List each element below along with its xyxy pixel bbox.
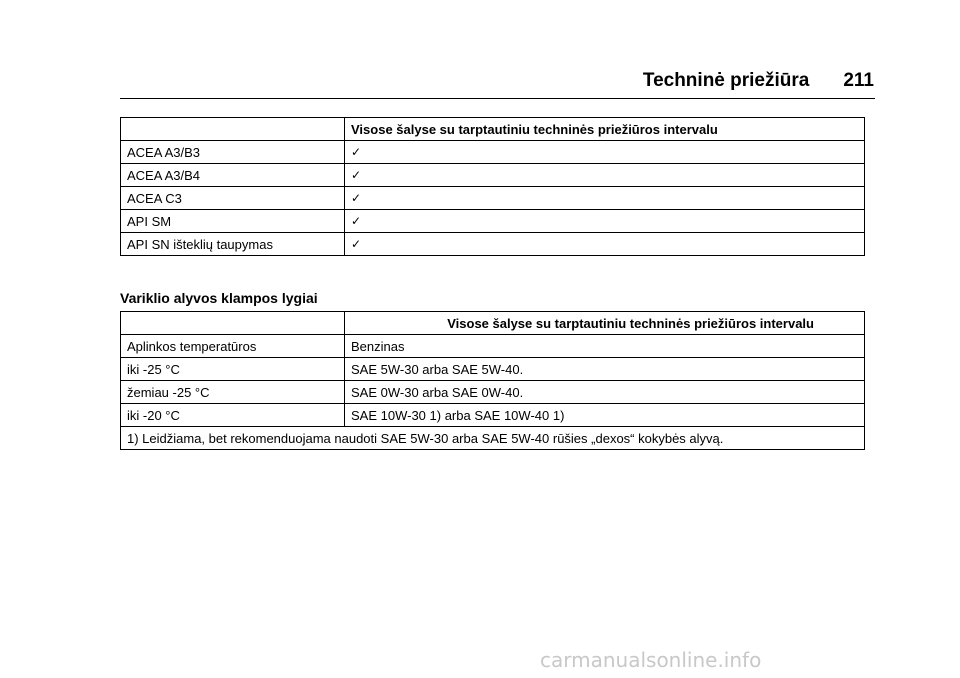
table-row [121, 164, 865, 187]
header-divider [120, 98, 875, 99]
table-row [121, 404, 865, 427]
viscosity-value: SAE 0W-30 arba SAE 0W-40. [345, 381, 865, 404]
table-header-row [121, 118, 865, 141]
temperature-label: iki -20 °C [121, 404, 345, 427]
watermark: carmanualsonline.info [540, 648, 762, 672]
empty-header-cell [121, 312, 345, 335]
check-icon: ✓ [345, 210, 865, 233]
table-row [121, 187, 865, 210]
section-heading: Variklio alyvos klampos lygiai [120, 290, 318, 306]
check-icon: ✓ [345, 141, 865, 164]
viscosity-table [120, 311, 865, 450]
viscosity-value: SAE 5W-30 arba SAE 5W-40. [345, 358, 865, 381]
empty-header-cell [121, 118, 345, 141]
viscosity-value: SAE 10W-30 1) arba SAE 10W-40 1) [345, 404, 865, 427]
subheader-label: Aplinkos temperatūros [121, 335, 345, 358]
footnote: 1) Leidžiama, bet rekomenduojama naudoti SAE 5W-30 arba SAE 5W-40 rūšies „dexos“ kokybės alyvą. [121, 427, 865, 450]
footnote-row [121, 427, 865, 450]
column-header: Visose šalyse su tarptautiniu techninės priežiūros intervalu [345, 312, 865, 335]
spec-label: ACEA C3 [121, 187, 345, 210]
spec-label: ACEA A3/B3 [121, 141, 345, 164]
page-header [0, 70, 874, 92]
table-row [121, 141, 865, 164]
spec-label: API SN išteklių taupymas [121, 233, 345, 256]
check-icon: ✓ [345, 187, 865, 210]
temperature-label: žemiau -25 °C [121, 381, 345, 404]
table-subheader-row [121, 335, 865, 358]
check-icon: ✓ [345, 164, 865, 187]
subheader-value: Benzinas [345, 335, 865, 358]
check-icon: ✓ [345, 233, 865, 256]
spec-label: API SM [121, 210, 345, 233]
table-row [121, 381, 865, 404]
spec-label: ACEA A3/B4 [121, 164, 345, 187]
table-row [121, 358, 865, 381]
table-row [121, 210, 865, 233]
column-header: Visose šalyse su tarptautiniu techninės priežiūros intervalu [345, 118, 865, 141]
temperature-label: iki -25 °C [121, 358, 345, 381]
page-title: Techninė priežiūra [642, 70, 810, 91]
page-number: 211 [843, 70, 874, 91]
oil-specs-table [120, 117, 865, 256]
table-row [121, 233, 865, 256]
table-header-row [121, 312, 865, 335]
